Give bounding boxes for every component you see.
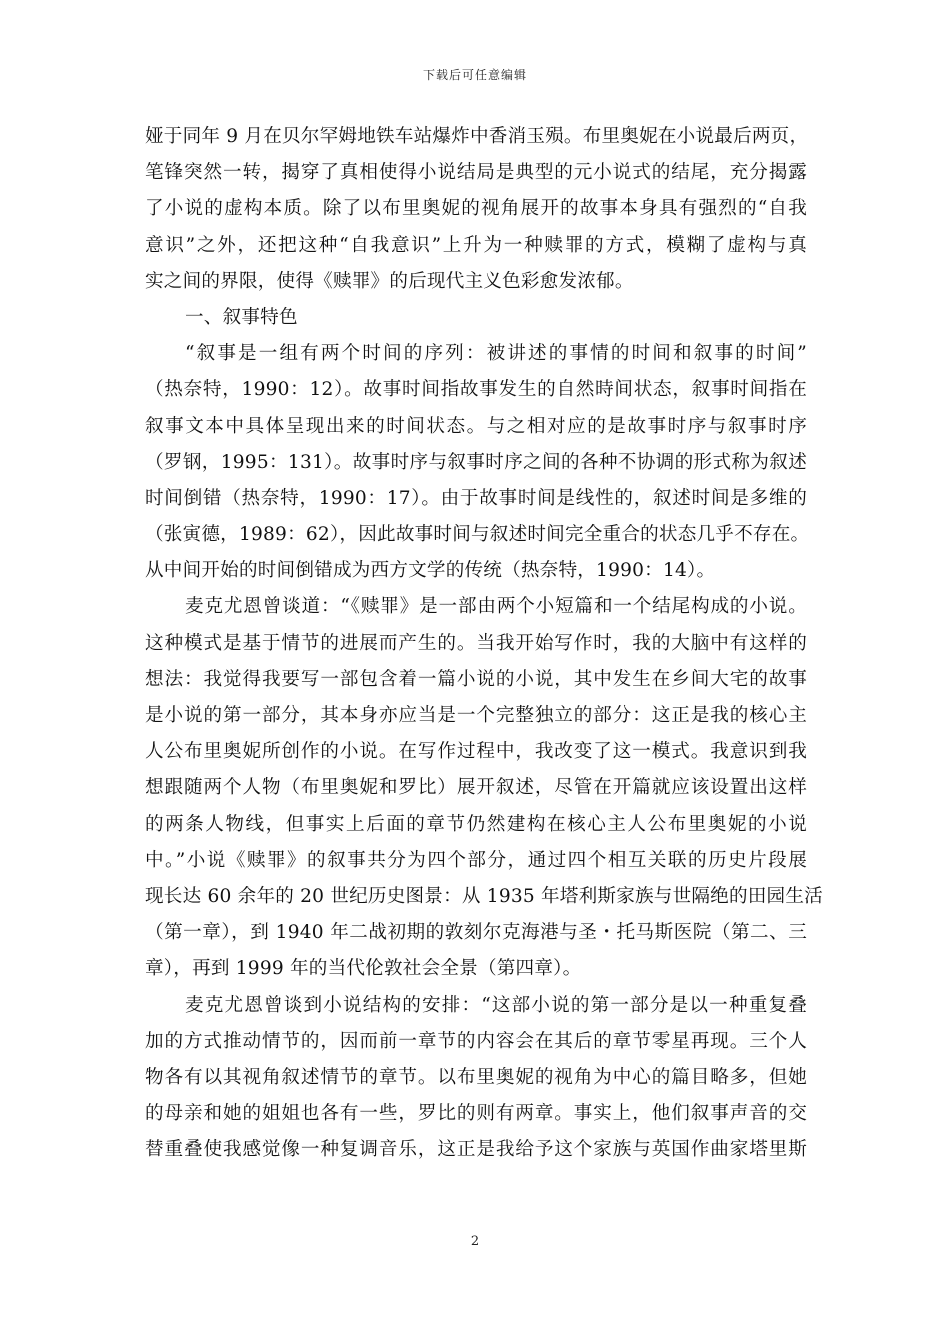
text-line: 时间倒错（热奈特，1990：17）。由于故事时间是线性的，叙述时间是多维的 (145, 487, 807, 509)
text-line: 的母亲和她的姐姐也各有一些，罗比的则有两章。事实上，他们叙事声音的交 (145, 1103, 807, 1125)
text-line: 加的方式推动情节的，因而前一章节的内容会在其后的章节零星再现。三个人 (145, 1030, 807, 1052)
text-line: 笔锋突然一转，揭穿了真相使得小说结局是典型的元小说式的结尾，充分揭露 (145, 162, 807, 184)
text-line: （热奈特，1990：12）。故事时间指故事发生的自然時间状态，叙事时间指在 (145, 379, 807, 401)
text-line: 章），再到 1999 年的当代伦敦社会全景（第四章）。 (145, 958, 582, 980)
text-line: 这种模式是基于情节的进展而产生的。当我开始写作时，我的大脑中有这样的 (145, 632, 807, 654)
text-line: （张寅德，1989：62），因此故事时间与叙述时间完全重合的状态几乎不存在。 (145, 524, 810, 546)
text-line: 了小说的虚构本质。除了以布里奥妮的视角展开的故事本身具有强烈的“自我 (145, 198, 807, 220)
text-line: 是小说的第一部分，其本身亦应当是一个完整独立的部分：这正是我的核心主 (145, 705, 807, 726)
text-line: 意识”之外，还把这种“自我意识”上升为一种赎罪的方式，模糊了虚构与真 (145, 234, 807, 256)
text-line: 实之间的界限，使得《赎罪》的后现代主义色彩愈发浓郁。 (145, 270, 634, 292)
text-line: 想跟随两个人物（布里奥妮和罗比）展开叙述，尽管在开篇就应该设置出这样 (145, 777, 807, 799)
page-header: 下载后可任意编辑 (422, 68, 527, 82)
text-line: 一、叙事特色 (185, 306, 298, 328)
text-line: 叙事文本中具体呈现出来的时间状态。与之相对应的是故事时序与叙事时序 (145, 415, 807, 437)
text-line: （第一章），到 1940 年二战初期的敦刻尔克海港与圣・托马斯医院（第二、三 (145, 922, 807, 944)
document-body (145, 123, 823, 1172)
text-line: 物各有以其视角叙述情节的章节。以布里奥妮的视角为中心的篇目略多，但她 (145, 1066, 807, 1088)
text-line: 想法：我觉得我要写一部包含着一篇小说的小说，其中发生在乡间大宅的故事 (145, 668, 807, 690)
text-line: 麦克尤恩曾谈道：“《赎罪》是一部由两个小短篇和一个结尾构成的小说。 (185, 596, 807, 618)
page-number: 2 (470, 1234, 480, 1249)
text-line: （罗钢，1995：131）。故事时序与叙事时序之间的各种不协调的形式称为叙述 (145, 451, 807, 473)
text-line: 中。”小说《赎罪》的叙事共分为四个部分，通过四个相互关联的历史片段展 (145, 849, 807, 871)
text-line: 从中间开始的时间倒错成为西方文学的传统（热奈特，1990：14）。 (145, 560, 716, 582)
text-line: 人公布里奥妮所创作的小说。在写作过程中，我改变了这一模式。我意识到我 (145, 741, 807, 763)
text-line: 的两条人物线，但事实上后面的章节仍然建构在核心主人公布里奥妮的小说 (145, 813, 807, 835)
text-line: 现长达 60 余年的 20 世纪历史图景：从 1935 年塔利斯家族与世隔绝的田园生活 (145, 885, 823, 907)
text-line: 替重叠使我感觉像一种复调音乐，这正是我给予这个家族与英国作曲家塔里斯 (145, 1139, 807, 1161)
text-line: 麦克尤恩曾谈到小说结构的安排：“这部小说的第一部分是以一种重复叠 (185, 994, 807, 1016)
text-line: 娅于同年 9 月在贝尔罕姆地铁车站爆炸中香消玉殒。布里奥妮在小说最后两页， (145, 126, 809, 147)
text-line: “叙事是一组有两个时间的序列：被讲述的事情的时间和叙事的时间” (185, 343, 807, 365)
